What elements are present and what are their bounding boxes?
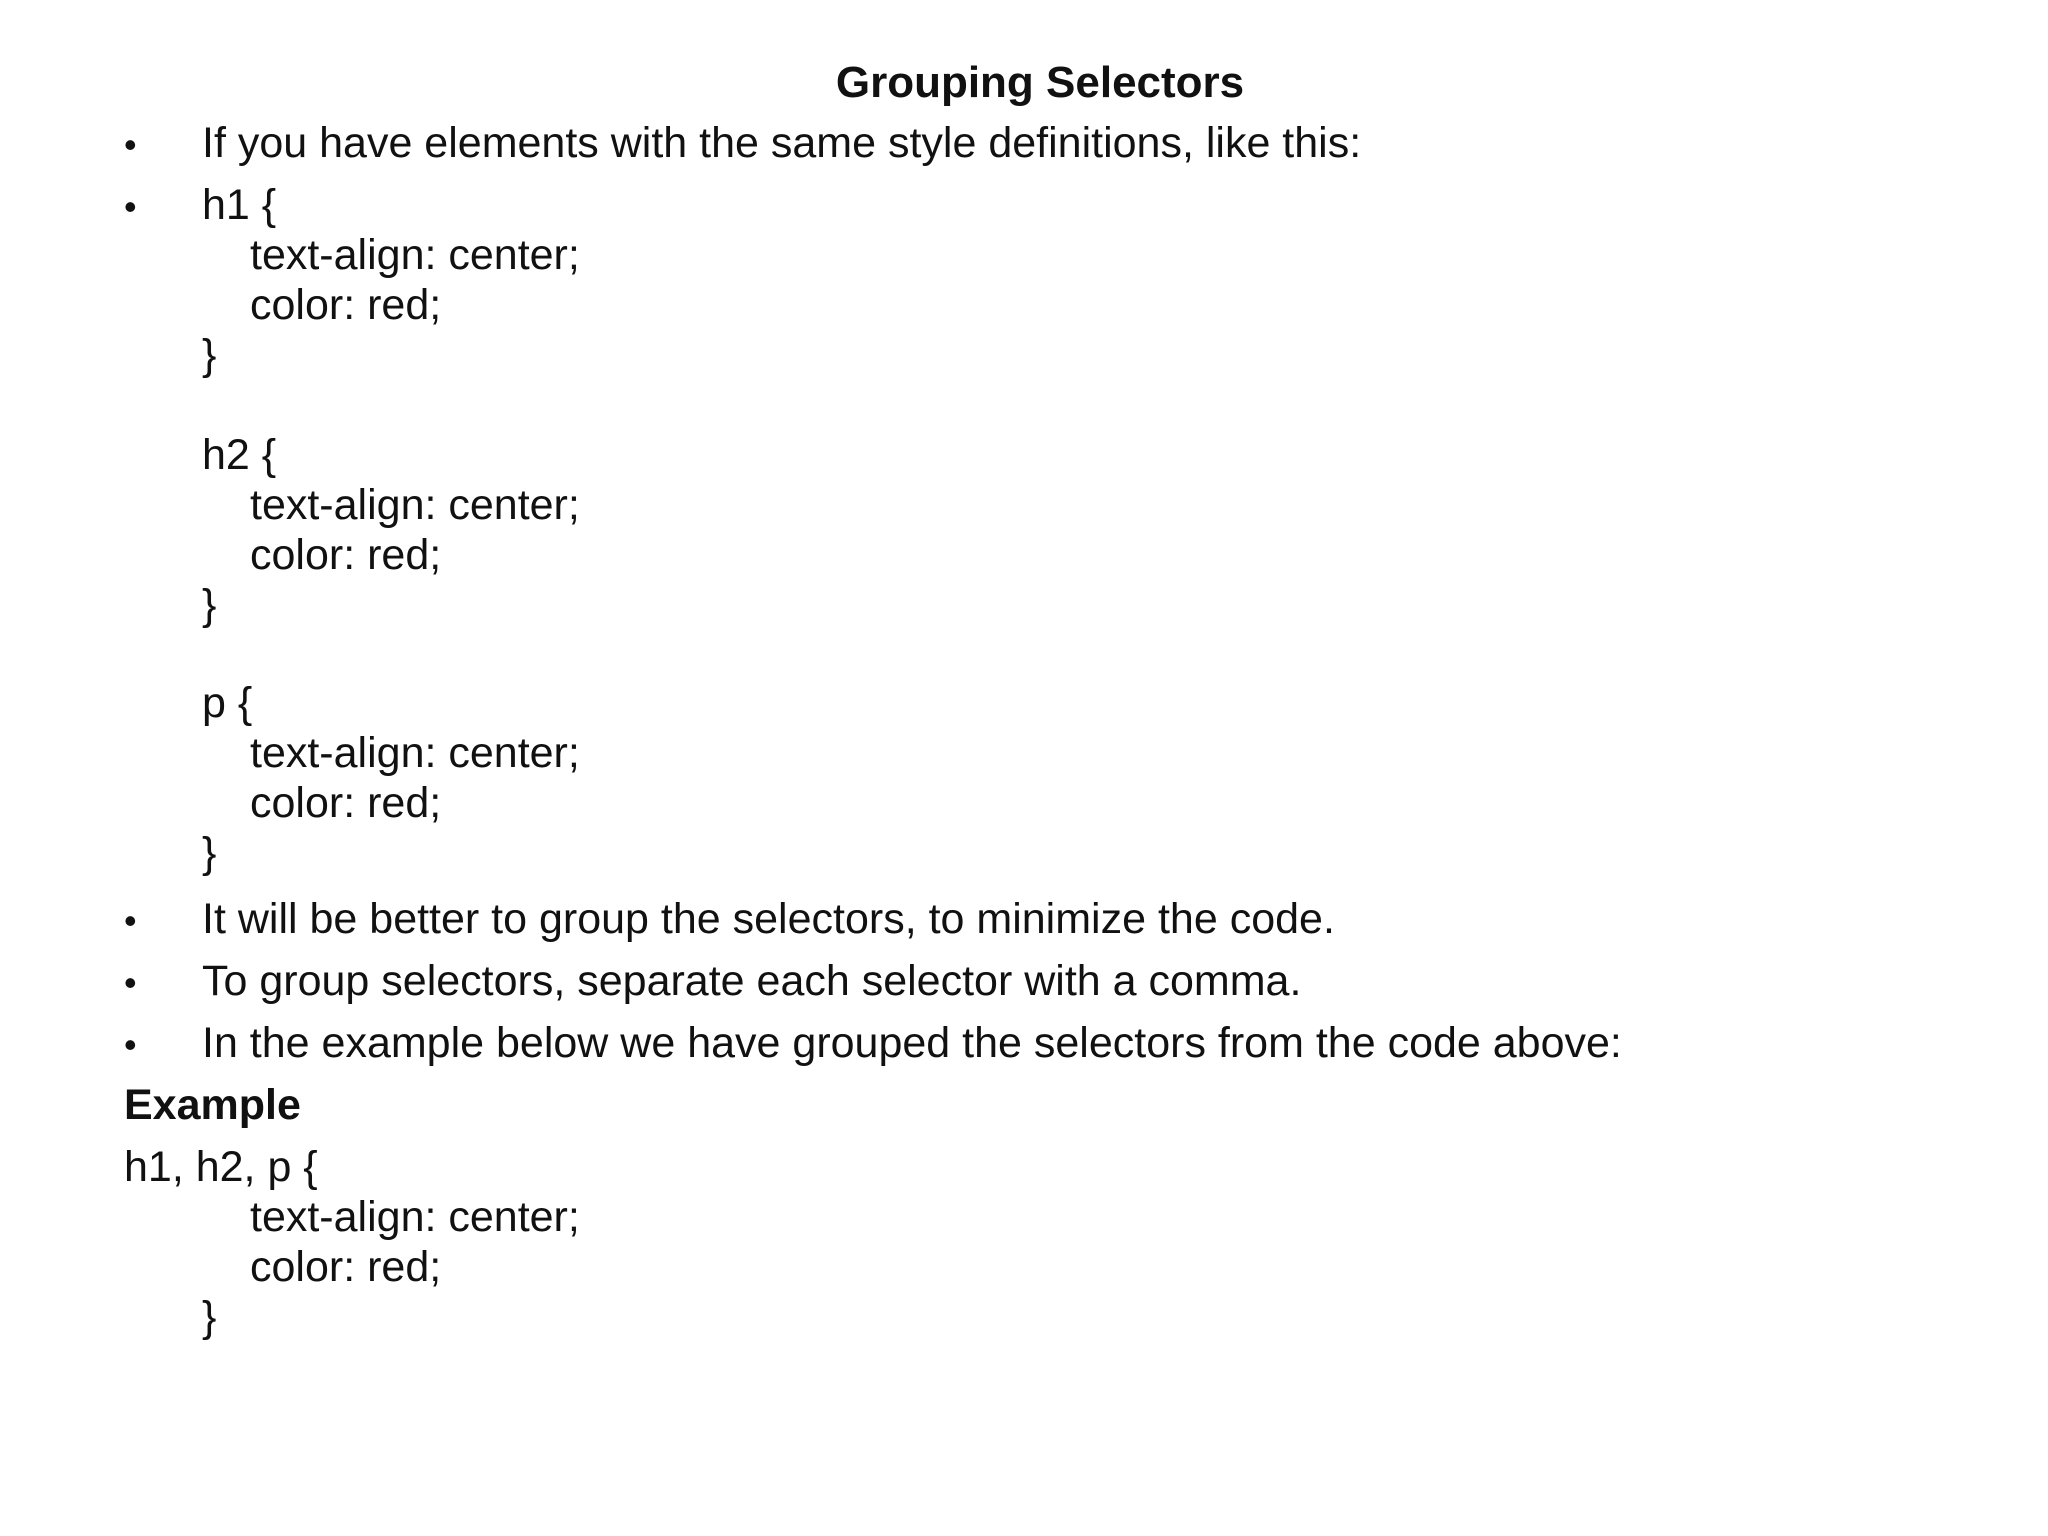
code-line: } bbox=[202, 331, 217, 379]
bullet-text-1: If you have elements with the same style definitions, like this: bbox=[202, 119, 1362, 167]
bullet-dot: • bbox=[124, 186, 137, 227]
code-line: color: red; bbox=[250, 531, 442, 579]
code-line: p { bbox=[202, 679, 253, 727]
code-line: h2 { bbox=[202, 431, 277, 479]
example-code-line: color: red; bbox=[250, 1243, 442, 1291]
bullet-dot: • bbox=[124, 900, 137, 941]
code-line: color: red; bbox=[250, 779, 442, 827]
code-line: text-align: center; bbox=[250, 481, 580, 529]
bullet-dot: • bbox=[124, 1024, 137, 1065]
example-code-line: h1, h2, p { bbox=[124, 1143, 318, 1191]
code-line: text-align: center; bbox=[250, 729, 580, 777]
example-code-line: } bbox=[202, 1293, 217, 1341]
bullet-text-3: It will be better to group the selectors, to minimize the code. bbox=[202, 895, 1335, 943]
example-code-line: text-align: center; bbox=[250, 1193, 580, 1241]
bullet-dot: • bbox=[124, 124, 137, 165]
code-line-h1-open: h1 { bbox=[202, 181, 277, 229]
code-line: text-align: center; bbox=[250, 231, 580, 279]
code-line: } bbox=[202, 581, 217, 629]
bullet-dot: • bbox=[124, 962, 137, 1003]
slide-title: Grouping Selectors bbox=[835, 58, 1245, 107]
code-line: } bbox=[202, 829, 217, 877]
code-line: color: red; bbox=[250, 281, 442, 329]
bullet-text-5: In the example below we have grouped the selectors from the code above: bbox=[202, 1019, 1622, 1067]
example-heading: Example bbox=[124, 1081, 301, 1129]
bullet-text-4: To group selectors, separate each selector with a comma. bbox=[202, 957, 1302, 1005]
